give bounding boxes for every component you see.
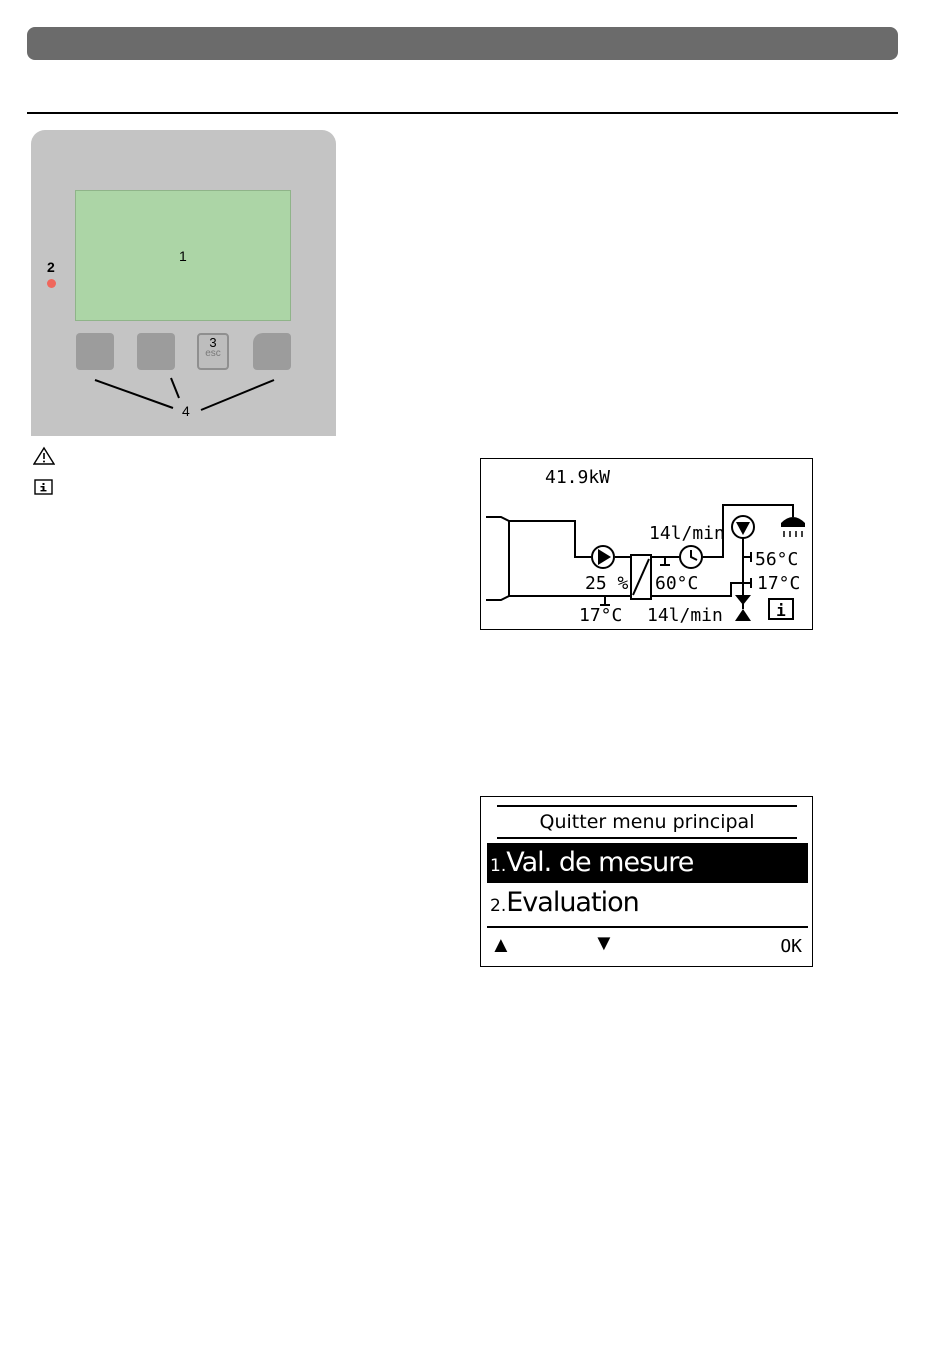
callout-led: 2 — [47, 259, 55, 275]
menu-item-number: 2. — [490, 896, 507, 916]
cold-temp-bottom-reading: 17°C — [579, 605, 623, 626]
status-screen — [480, 458, 813, 630]
flow-bottom-reading: 14l/min — [647, 605, 723, 626]
header-bar — [27, 27, 898, 60]
menu-item-measurements[interactable] — [487, 843, 808, 883]
pump-speed-reading: 25 % — [585, 573, 629, 594]
menu-item-label: Val. de mesure — [506, 847, 694, 878]
menu-softkey-divider — [487, 926, 808, 928]
controller-panel — [31, 130, 336, 436]
info-box-icon — [33, 478, 55, 496]
menu-title[interactable]: Quitter menu principal — [497, 805, 797, 839]
down-arrow-icon[interactable]: ▼ — [593, 930, 615, 955]
menu-item-number: 1. — [490, 856, 507, 876]
cold-temp-right-reading: 17°C — [757, 573, 801, 594]
up-arrow-icon[interactable]: ▲ — [490, 932, 512, 957]
info-glyph: i — [776, 601, 786, 620]
flow-top-reading: 14l/min — [649, 523, 725, 544]
menu-screen — [480, 796, 813, 967]
callout-esc-number: 3 — [209, 335, 217, 350]
hx-temp-reading: 60°C — [655, 573, 699, 594]
menu-item-evaluation[interactable] — [487, 883, 808, 923]
power-reading: 41.9kW — [545, 467, 611, 488]
esc-label: esc — [205, 348, 221, 359]
callout-display: 1 — [179, 248, 187, 264]
button-callout-lines — [31, 130, 336, 436]
callout-buttons: 4 — [182, 403, 190, 419]
hot-temp-reading: 56°C — [755, 549, 799, 570]
hydraulic-scheme — [481, 459, 812, 629]
ok-softkey[interactable]: OK — [780, 936, 802, 957]
header-rule — [27, 112, 898, 114]
warning-triangle-icon — [33, 446, 55, 466]
menu-item-label: Evaluation — [506, 887, 639, 918]
